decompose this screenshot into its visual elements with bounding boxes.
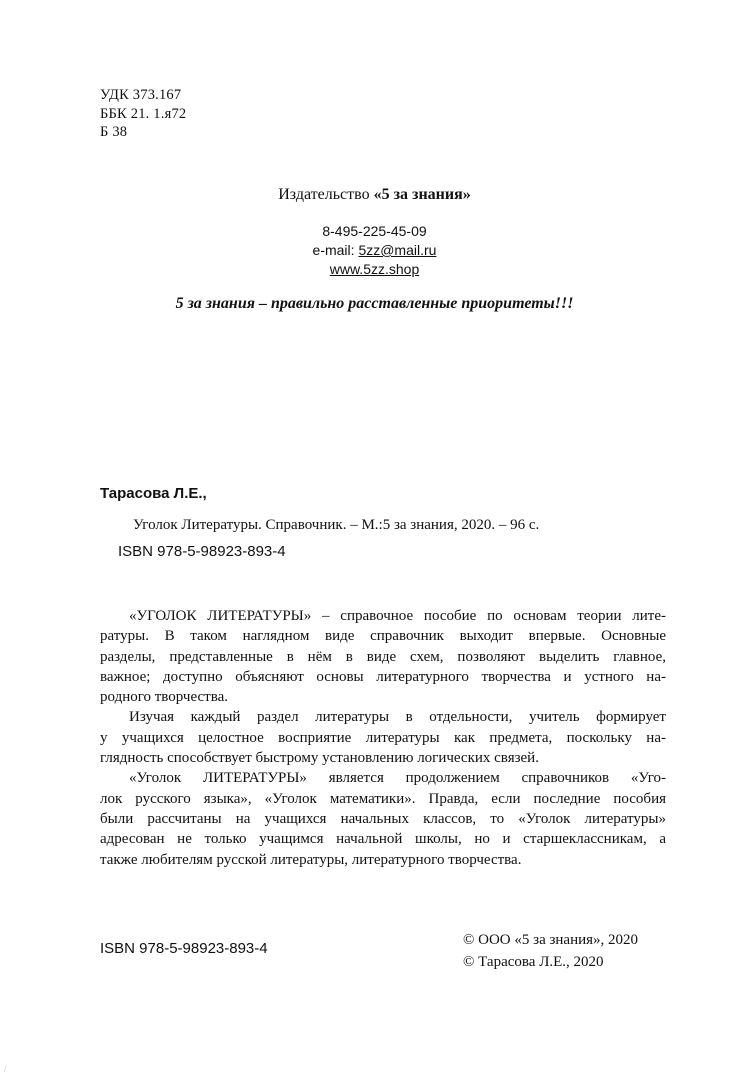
annotation-line: были рассчитаны на учащихся начальных классов, то «Уголок литературы» [100, 810, 666, 827]
annotation-line: важное; доступно объясняют основы литературного творчества и устного на- [100, 668, 666, 685]
publisher-phone: 8-495-225-45-09 [322, 223, 427, 239]
copyright-author: © Тарасова Л.Е., 2020 [463, 954, 604, 970]
corner-slash-mark: / [4, 1064, 7, 1074]
email-link[interactable]: 5zz@mail.ru [358, 242, 437, 258]
udk-code: УДК 373.167 [100, 87, 182, 103]
annotation [100, 606, 666, 870]
annotation-line: «УГОЛОК ЛИТЕРАТУРЫ» – справочное пособие по основам теории лите- [129, 608, 666, 624]
copyright-publisher: © ООО «5 за знания», 2020 [463, 932, 639, 948]
annotation-line: ратуры. В таком наглядном виде справочник выходит впервые. Основные [100, 628, 666, 645]
publisher-slogan: 5 за знания – правильно расставленные приоритеты!!! [175, 295, 574, 312]
email-label: e-mail: [312, 242, 359, 258]
annotation-line: Изучая каждый раздел литературы в отдельности, учитель формирует [129, 709, 666, 726]
annotation-line: адресован не только учащимся начальной школы, но и старшеклассникам, а [100, 831, 666, 848]
annotation-line: «Уголок ЛИТЕРАТУРЫ» является продолжением справочников «Уго- [129, 770, 666, 787]
author-mark: Б 38 [100, 124, 128, 140]
publisher-prefix: Издательство [278, 186, 374, 203]
copyright-block [463, 929, 638, 973]
website-link[interactable]: www.5zz.shop [329, 261, 420, 277]
annotation-line: родного творчества. [100, 689, 228, 706]
annotation-line: также любителям русской литературы, литературного творчества. [100, 851, 522, 868]
classification-codes [100, 86, 186, 142]
author-name: Тарасова Л.Е., [100, 485, 207, 502]
annotation-line: глядность способствует быстрому установлению логических связей. [100, 750, 539, 767]
annotation-line: лок русского языка», «Уголок математики». Правда, если последние пособия [100, 790, 666, 807]
publisher-name: «5 за знания» [373, 186, 471, 203]
publisher-email-line [0, 241, 749, 260]
publisher-heading [0, 186, 749, 204]
bibliographic-entry: Уголок Литературы. Справочник. – М.:5 за знания, 2020. – 96 с. [133, 517, 540, 533]
publisher-contacts [0, 222, 749, 279]
isbn-entry: ISBN 978-5-98923-893-4 [118, 543, 286, 560]
annotation-line: разделы, представленные в нём в виде схем, позволяют выделить главное, [100, 648, 666, 665]
annotation-line: у учащихся целостное восприятие литературы как предмета, поскольку на- [100, 729, 666, 746]
footer-isbn: ISBN 978-5-98923-893-4 [100, 940, 268, 957]
publisher-website-line [0, 260, 749, 279]
bbk-code: ББК 21. 1.я72 [100, 105, 187, 122]
